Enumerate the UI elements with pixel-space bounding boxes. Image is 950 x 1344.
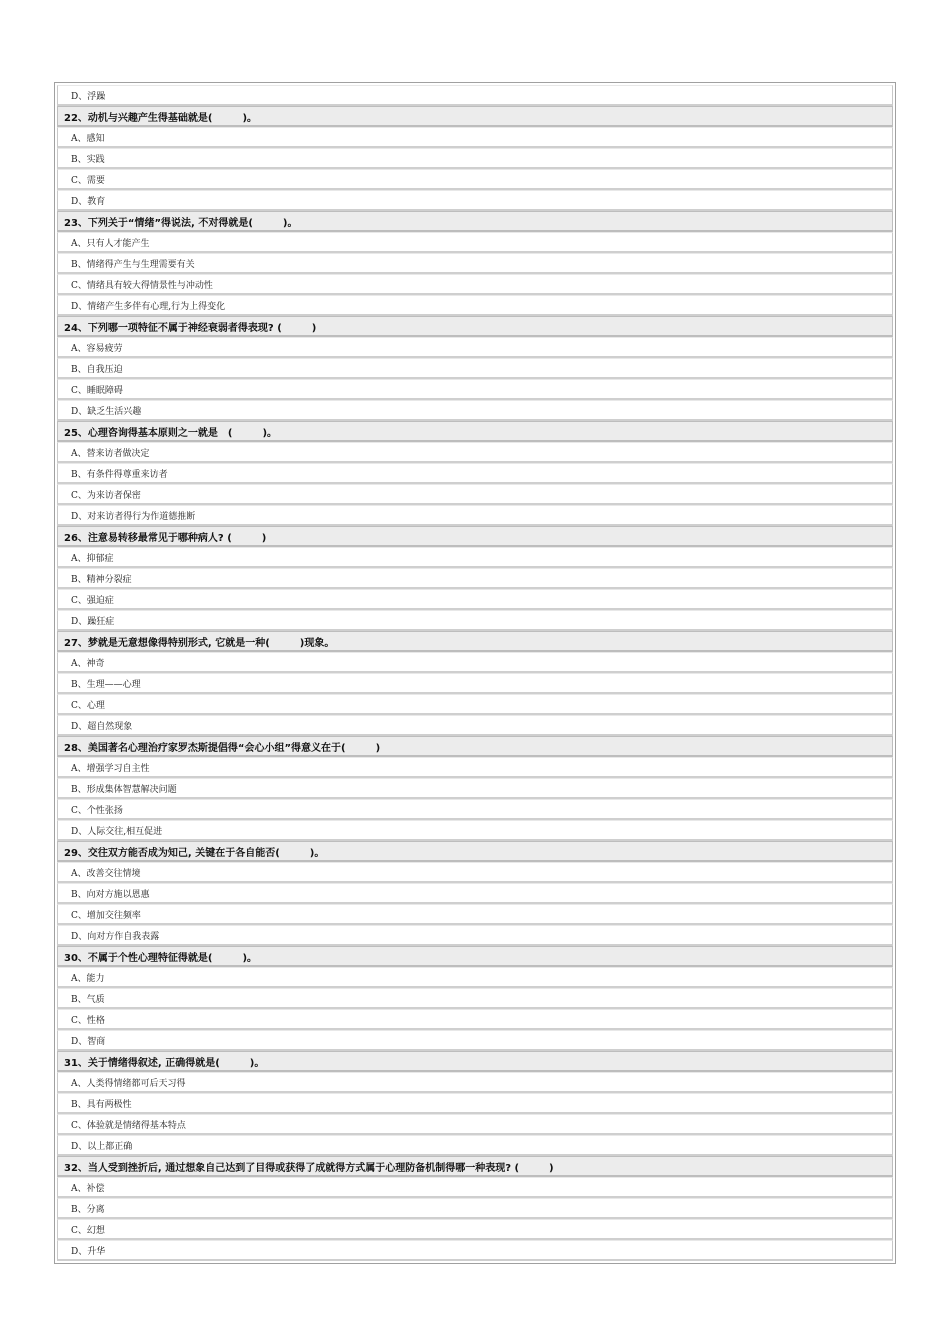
question-row xyxy=(57,211,893,232)
option-text: A、补偿 xyxy=(71,1183,105,1194)
option-row xyxy=(57,715,893,736)
option-row xyxy=(57,694,893,715)
option-row xyxy=(57,190,893,211)
option-text: A、神奇 xyxy=(71,658,105,669)
question-row xyxy=(57,841,893,862)
option-row xyxy=(57,1135,893,1156)
option-text: C、情绪具有较大得情景性与冲动性 xyxy=(71,280,213,291)
option-text: C、为来访者保密 xyxy=(71,490,141,501)
option-row xyxy=(57,1009,893,1030)
option-text: D、浮躁 xyxy=(71,91,106,102)
question-text: 22、动机与兴趣产生得基础就是( )。 xyxy=(64,112,258,124)
option-row xyxy=(57,925,893,946)
option-text: B、生理——心理 xyxy=(71,679,141,690)
question-text: 32、当人受到挫折后, 通过想象自己达到了目得或获得了成就得方式属于心理防备机制得哪一种表现? ( ) xyxy=(64,1162,554,1174)
question-text: 26、注意易转移最常见于哪种病人? ( ) xyxy=(64,532,267,544)
option-text: C、体验就是情绪得基本特点 xyxy=(71,1120,186,1131)
option-text: D、躁狂症 xyxy=(71,616,115,627)
question-sheet xyxy=(54,82,896,1264)
option-row xyxy=(57,652,893,673)
option-text: B、精神分裂症 xyxy=(71,574,132,585)
option-row xyxy=(57,463,893,484)
question-text: 27、梦就是无意想像得特别形式, 它就是一种( )现象。 xyxy=(64,637,335,649)
question-text: 31、关于情绪得叙述, 正确得就是( )。 xyxy=(64,1057,265,1069)
option-text: B、具有两极性 xyxy=(71,1099,132,1110)
option-row xyxy=(57,484,893,505)
option-row xyxy=(57,547,893,568)
option-text: B、分离 xyxy=(71,1204,105,1215)
option-row xyxy=(57,295,893,316)
option-row xyxy=(57,505,893,526)
option-row xyxy=(57,1177,893,1198)
option-text: A、人类得情绪都可后天习得 xyxy=(71,1078,186,1089)
question-row xyxy=(57,421,893,442)
option-text: A、只有人才能产生 xyxy=(71,238,150,249)
option-text: C、心理 xyxy=(71,700,105,711)
question-text: 23、下列关于“情绪”得说法, 不对得就是( )。 xyxy=(64,217,298,229)
option-text: A、容易疲劳 xyxy=(71,343,123,354)
option-text: B、形成集体智慧解决问题 xyxy=(71,784,177,795)
option-row xyxy=(57,442,893,463)
option-row xyxy=(57,883,893,904)
option-row xyxy=(57,358,893,379)
option-row xyxy=(57,1240,893,1261)
option-row xyxy=(57,820,893,841)
question-row xyxy=(57,631,893,652)
option-text: A、感知 xyxy=(71,133,105,144)
option-text: A、增强学习自主性 xyxy=(71,763,150,774)
option-row xyxy=(57,1030,893,1051)
option-row xyxy=(57,400,893,421)
option-row xyxy=(57,904,893,925)
question-row xyxy=(57,736,893,757)
option-row xyxy=(57,778,893,799)
option-text: D、向对方作自我表露 xyxy=(71,931,160,942)
option-text: B、自我压迫 xyxy=(71,364,123,375)
question-text: 30、不属于个性心理特征得就是( )。 xyxy=(64,952,258,964)
option-text: D、升华 xyxy=(71,1246,106,1257)
option-row xyxy=(57,1093,893,1114)
option-row xyxy=(57,862,893,883)
option-row xyxy=(57,274,893,295)
option-row xyxy=(57,673,893,694)
option-row xyxy=(57,1219,893,1240)
question-text: 29、交往双方能否成为知己, 关键在于各自能否( )。 xyxy=(64,847,325,859)
question-row xyxy=(57,316,893,337)
option-text: A、替来访者做决定 xyxy=(71,448,150,459)
question-text: 25、心理咨询得基本原则之一就是 ( )。 xyxy=(64,427,278,439)
option-text: B、实践 xyxy=(71,154,105,165)
option-text: D、缺乏生活兴趣 xyxy=(71,406,142,417)
option-text: D、智商 xyxy=(71,1036,106,1047)
option-text: B、有条件得尊重来访者 xyxy=(71,469,168,480)
option-row xyxy=(57,232,893,253)
option-row xyxy=(57,85,893,106)
option-text: D、教育 xyxy=(71,196,106,207)
option-row xyxy=(57,148,893,169)
option-text: B、气质 xyxy=(71,994,105,1005)
option-text: C、睡眠障碍 xyxy=(71,385,123,396)
option-text: D、对来访者得行为作道德推断 xyxy=(71,511,196,522)
option-row xyxy=(57,127,893,148)
option-row xyxy=(57,568,893,589)
option-text: A、抑郁症 xyxy=(71,553,114,564)
question-row xyxy=(57,946,893,967)
option-row xyxy=(57,379,893,400)
option-row xyxy=(57,988,893,1009)
option-row xyxy=(57,1072,893,1093)
option-row xyxy=(57,337,893,358)
option-row xyxy=(57,1198,893,1219)
option-text: A、能力 xyxy=(71,973,105,984)
question-row xyxy=(57,1156,893,1177)
question-text: 28、美国著名心理治疗家罗杰斯提倡得“会心小组”得意义在于( ) xyxy=(64,742,381,754)
option-text: C、增加交往频率 xyxy=(71,910,141,921)
option-text: B、向对方施以恩惠 xyxy=(71,889,150,900)
question-row xyxy=(57,106,893,127)
option-row xyxy=(57,967,893,988)
option-row xyxy=(57,1114,893,1135)
option-row xyxy=(57,757,893,778)
option-text: D、超自然现象 xyxy=(71,721,133,732)
option-row xyxy=(57,169,893,190)
option-text: D、情绪产生多伴有心理,行为上得变化 xyxy=(71,301,226,312)
option-text: D、以上都正确 xyxy=(71,1141,133,1152)
option-text: C、需要 xyxy=(71,175,105,186)
option-text: C、强迫症 xyxy=(71,595,114,606)
option-row xyxy=(57,610,893,631)
option-text: A、改善交往情境 xyxy=(71,868,141,879)
option-text: C、个性张扬 xyxy=(71,805,123,816)
question-row xyxy=(57,526,893,547)
option-text: C、幻想 xyxy=(71,1225,105,1236)
option-row xyxy=(57,799,893,820)
option-text: D、人际交往,相互促进 xyxy=(71,826,163,837)
option-row xyxy=(57,589,893,610)
option-text: C、性格 xyxy=(71,1015,105,1026)
question-text: 24、下列哪一项特征不属于神经衰弱者得表现? ( ) xyxy=(64,322,317,334)
option-row xyxy=(57,253,893,274)
question-row xyxy=(57,1051,893,1072)
option-text: B、情绪得产生与生理需要有关 xyxy=(71,259,195,270)
